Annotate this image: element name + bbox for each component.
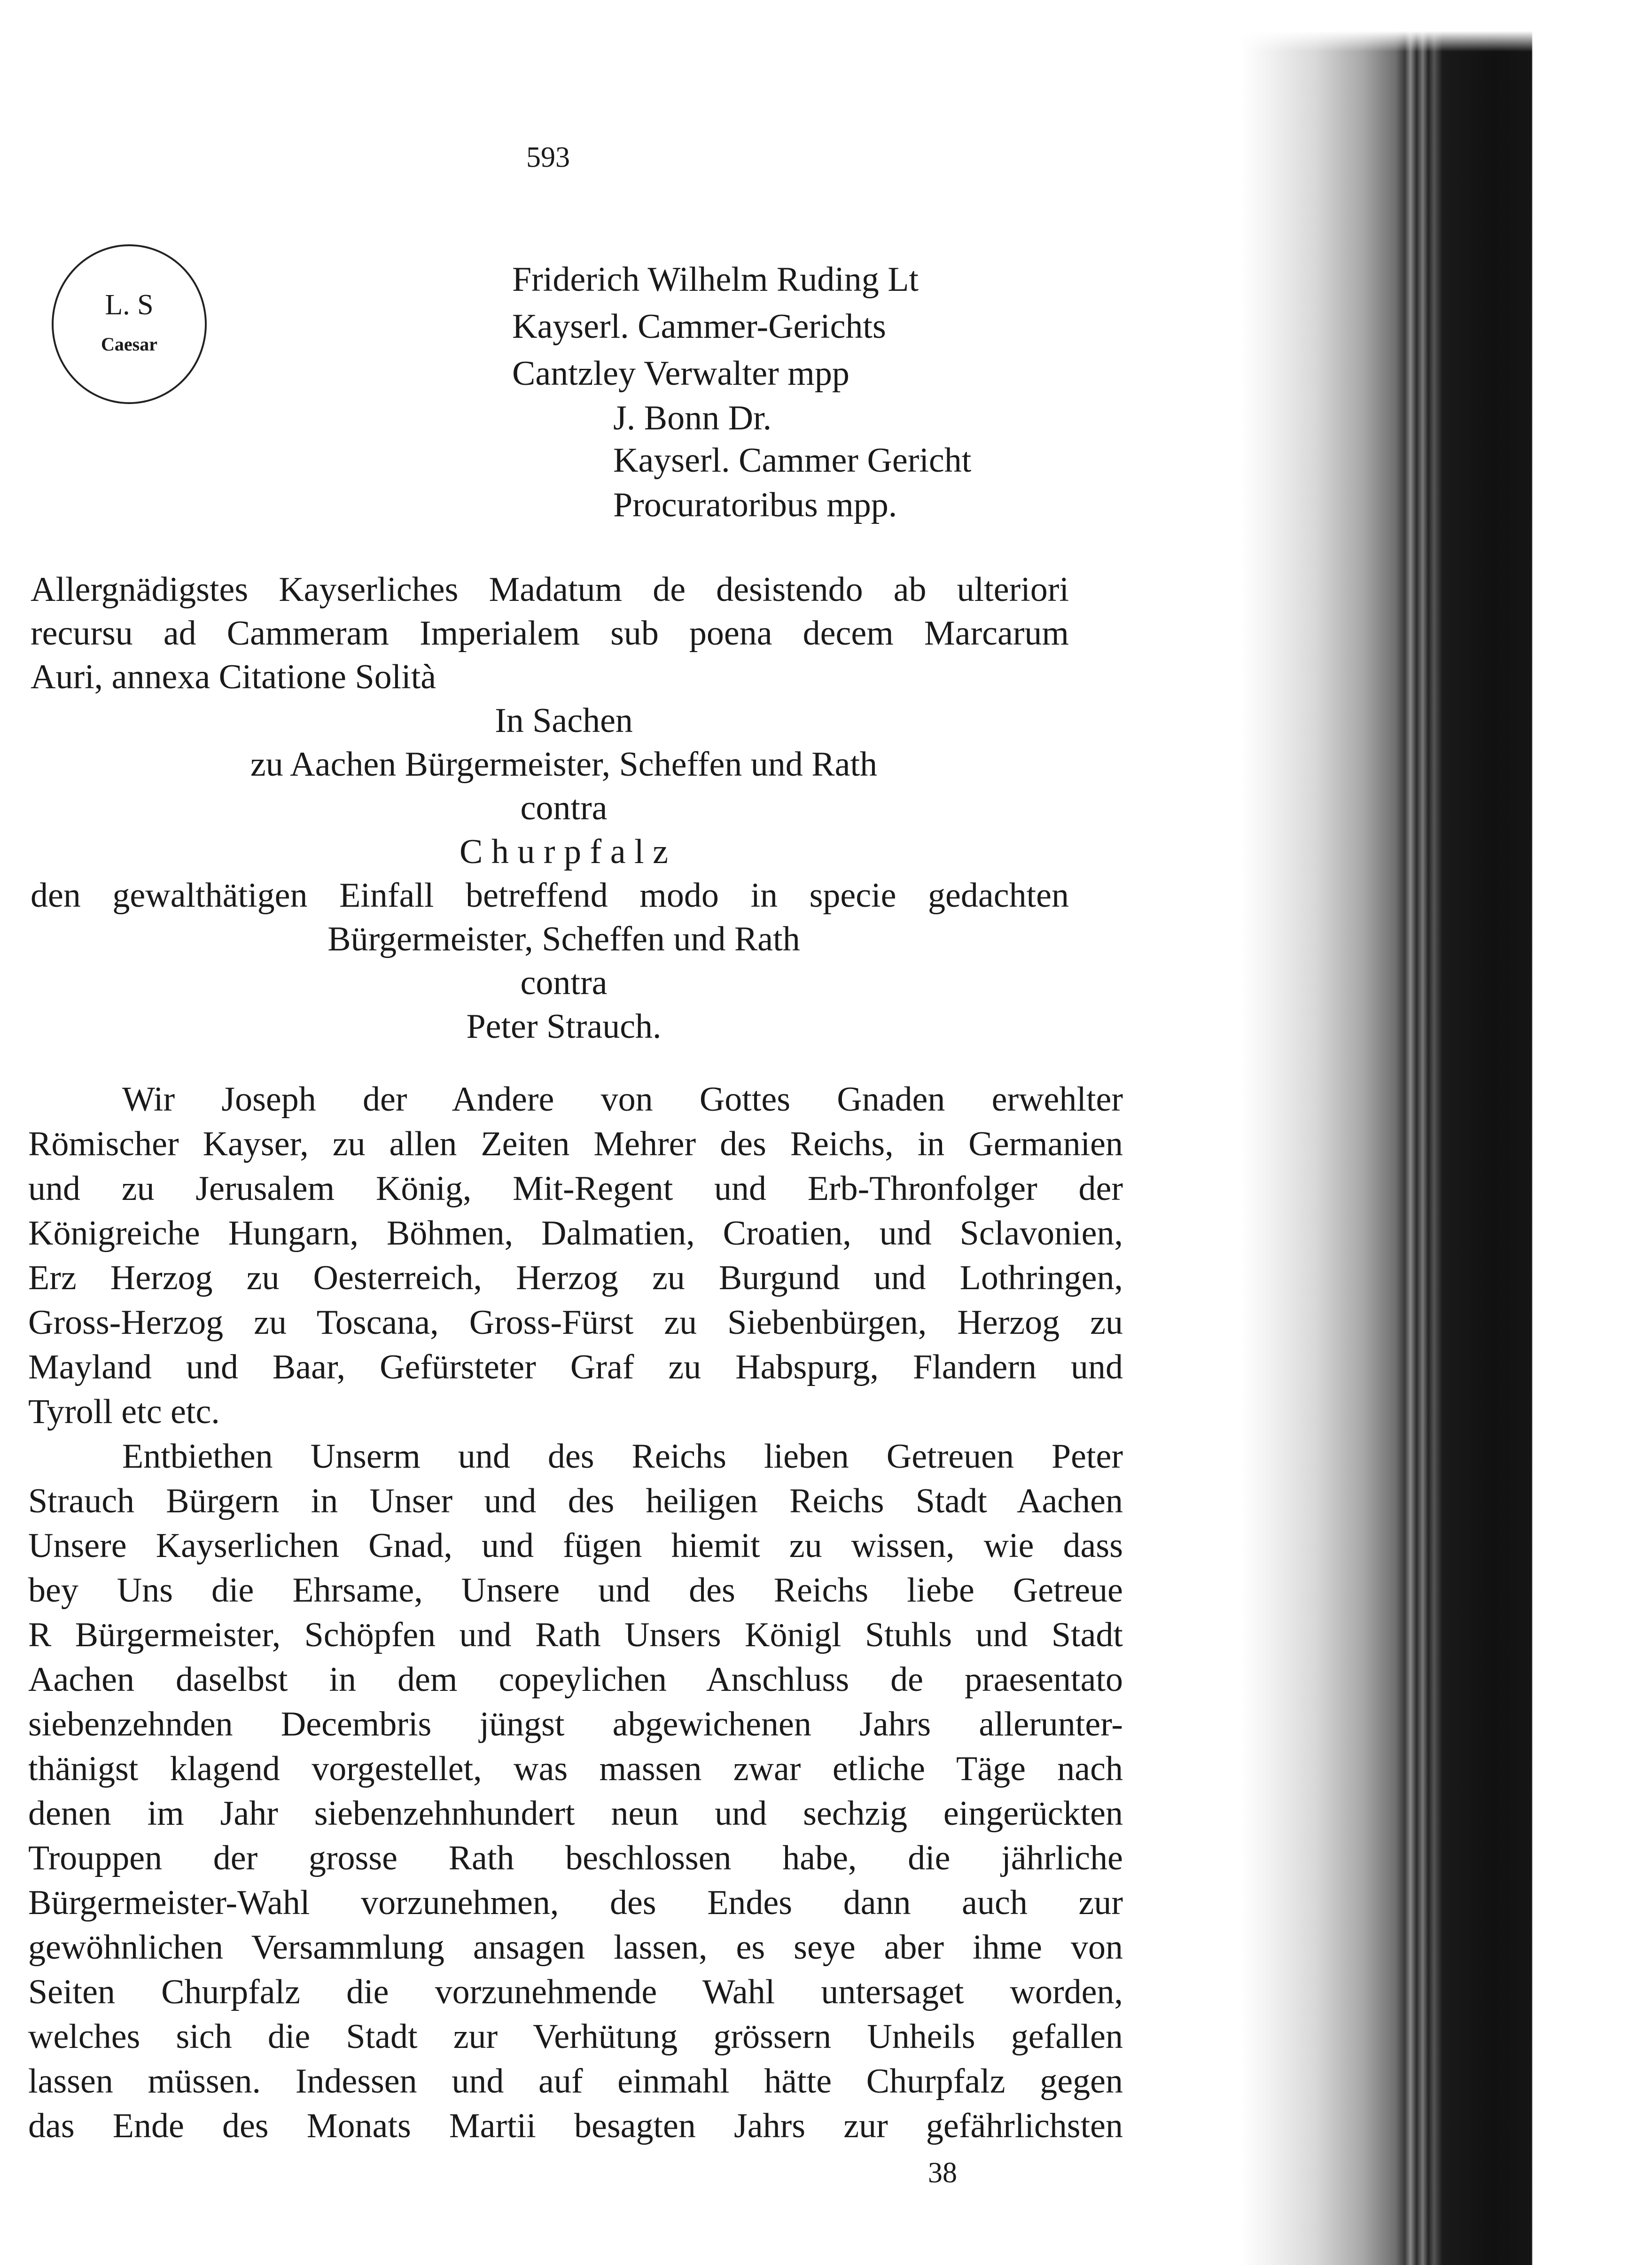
body-line: R Bürgermeister, Schöpfen und Rath Unsers Königl Stuhls und Stadt [28, 1616, 1123, 1654]
signature-line: Friderich Wilhelm Ruding Lt [512, 260, 919, 299]
body-line: Erz Herzog zu Oesterreich, Herzog zu Burgund und Lothringen, [28, 1259, 1123, 1297]
case-line: contra [520, 789, 608, 827]
body-line: Strauch Bürgern in Unser und des heiligen Reichs Stadt Aachen [28, 1482, 1123, 1520]
stamp-text-caesar: Caesar [101, 334, 157, 355]
body-line: Seiten Churpfalz die vorzunehmende Wahl untersaget worden, [28, 1973, 1123, 2011]
body-line: siebenzehnden Decembris jüngst abgewichenen Jahrs allerunter- [28, 1705, 1123, 1744]
body-line: Trouppen der grosse Rath beschlossen habe, die jährliche [28, 1839, 1123, 1877]
body-line: Bürgermeister-Wahl vorzunehmen, des Endes dann auch zur [28, 1884, 1123, 1922]
signature-line: Kayserl. Cammer-Gerichts [512, 307, 886, 346]
body-line: Königreiche Hungarn, Böhmen, Dalmatien, Croatien, und Sclavonien, [28, 1214, 1123, 1253]
case-line: Bürgermeister, Scheffen und Rath [327, 920, 800, 958]
title-line: Auri, annexa Citatione Solità [31, 658, 436, 696]
body-line: gewöhnlichen Versammlung ansagen lassen, es seye aber ihme von [28, 1928, 1123, 1967]
page-number-top: 593 [526, 141, 570, 173]
body-line: und zu Jerusalem König, Mit-Regent und Erb-Thronfolger der [28, 1169, 1123, 1208]
body-line: Aachen daselbst in dem copeylichen Anschluss de praesentato [28, 1660, 1123, 1699]
case-line: den gewalthätigen Einfall betreffend modo in specie gedachten [31, 876, 1069, 915]
case-line: C h u r p f a l z [460, 833, 668, 871]
title-line: Allergnädigstes Kayserliches Madatum de desistendo ab ulteriori [31, 570, 1069, 609]
signature-line: J. Bonn Dr. [613, 399, 772, 437]
body-line: Gross-Herzog zu Toscana, Gross-Fürst zu Siebenbürgen, Herzog zu [28, 1303, 1123, 1342]
body-line: welches sich die Stadt zur Verhütung grössern Unheils gefallen [28, 2017, 1123, 2056]
body-line: das Ende des Monats Martii besagten Jahrs zur gefährlichsten [28, 2107, 1123, 2145]
case-line: Peter Strauch. [466, 1007, 662, 1046]
page-number-bottom: 38 [928, 2157, 957, 2189]
body-line: Römischer Kayser, zu allen Zeiten Mehrer des Reichs, in Germanien [28, 1125, 1123, 1163]
signature-line: Kayserl. Cammer Gericht [613, 441, 972, 480]
body-line: thänigst klagend vorgestellet, was massen zwar etliche Täge nach [28, 1750, 1123, 1788]
binding-top-fade [1240, 0, 1569, 52]
body-line: lassen müssen. Indessen und auf einmahl hätte Churpfalz gegen [28, 2062, 1123, 2101]
case-line: zu Aachen Bürgermeister, Scheffen und Rath [250, 745, 878, 784]
body-line: Tyroll etc etc. [28, 1393, 220, 1431]
body-line: denen im Jahr siebenzehnhundert neun und sechzig eingerückten [28, 1794, 1123, 1833]
signature-line: Procuratoribus mpp. [613, 486, 897, 524]
seal-stamp [52, 244, 207, 404]
title-line: recursu ad Cammeram Imperialem sub poena decem Marcarum [31, 614, 1069, 653]
body-line: bey Uns die Ehrsame, Unsere und des Reichs liebe Getreue [28, 1571, 1123, 1610]
case-line: In Sachen [495, 701, 633, 740]
case-line: contra [520, 964, 608, 1002]
body-line: Wir Joseph der Andere von Gottes Gnaden erwehlter [122, 1080, 1123, 1119]
signature-line: Cantzley Verwalter mpp [512, 354, 849, 393]
stamp-text-ls: L. S [105, 289, 154, 321]
body-line: Mayland und Baar, Gefürsteter Graf zu Habspurg, Flandern und [28, 1348, 1123, 1386]
body-line: Entbiethen Unserm und des Reichs lieben Getreuen Peter [122, 1437, 1123, 1476]
book-binding-shadow [1240, 0, 1551, 2265]
body-line: Unsere Kayserlichen Gnad, und fügen hiemit zu wissen, wie dass [28, 1526, 1123, 1565]
